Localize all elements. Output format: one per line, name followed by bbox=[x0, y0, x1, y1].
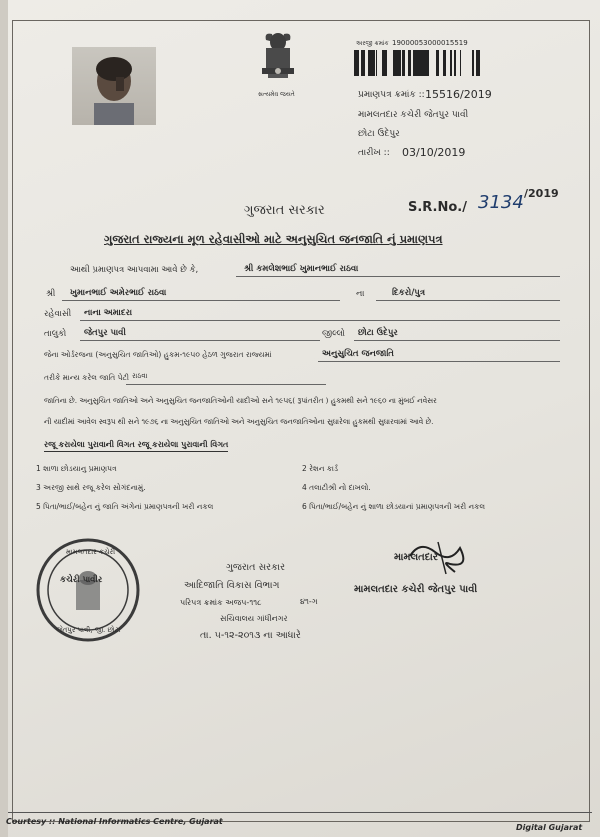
proof-item: 4 તલાટીશ્રી નો દાખલો. bbox=[302, 483, 371, 492]
relation-label: ના bbox=[356, 289, 365, 299]
seal-bottom-text: જેતપુર પાવી, જી. છોટા bbox=[56, 626, 121, 634]
signature-handwriting: મામલતદાર bbox=[394, 552, 438, 563]
barcode-bar bbox=[398, 50, 401, 76]
proof-item: 6 પિતા/ભાઈ/બહેન નું શાળા છોડયાનાં પ્રમાણપત્રની ખરી નકલ bbox=[302, 502, 486, 511]
footer-circular: પરિપત્ર ક્રમાંક અજપ-૧૧૮ bbox=[180, 598, 262, 607]
district-label: જીલ્લો bbox=[322, 329, 346, 339]
footer-circular-suffix: ૪૧-ગ bbox=[300, 597, 318, 606]
barcode-bar bbox=[422, 50, 425, 76]
date-value: 03/10/2019 bbox=[402, 146, 466, 159]
barcode-bar bbox=[364, 50, 365, 76]
proof-item: 2 રેશન કાર્ડ bbox=[302, 464, 339, 473]
cert-no-label: પ્રમાણપત્ર ક્રમાંક :: bbox=[358, 90, 425, 100]
barcode-bar bbox=[384, 50, 385, 76]
barcode bbox=[354, 50, 486, 76]
barcode-bar bbox=[370, 50, 373, 76]
digital-gujarat-text: Digital Gujarat bbox=[516, 823, 583, 832]
barcode-bar bbox=[402, 50, 405, 76]
govt-title: ગુજરાત સરકાર bbox=[244, 203, 325, 218]
order-value: અનુસુચિત જનજાતિ bbox=[322, 349, 394, 359]
office-name: મામલતદાર કચેરી જેતપુર પાવી bbox=[358, 110, 469, 120]
issued-to-value: શ્રી કમલેશભાઈ ખુમાનભાઈ રાઠવા bbox=[244, 264, 359, 274]
barcode-bar bbox=[382, 50, 384, 76]
proof-item: 3 અરજી સાથે રજૂ કરેલ સોગંદનામું. bbox=[36, 483, 146, 492]
sr-no-handwritten: 3134 bbox=[478, 192, 524, 213]
certificate-subtitle: ગુજરાત રાજ્યના મૂળ રહેવાસીઓ માટે અનુસુચિત જનજાતિ નું પ્રમાણપત્ર bbox=[104, 232, 443, 246]
footer-divider bbox=[8, 812, 592, 813]
barcode-bar bbox=[427, 50, 429, 76]
footer-department: આદિજાતિ વિકાસ વિભાગ bbox=[184, 580, 280, 591]
relation-value: દિકરો/પુત્ર bbox=[392, 288, 426, 298]
order-text: જેના ઓર્ડરજના (અનુસુચિત જાતિઓ) હુકમ-૧૯૫૦ હેઠળ ગુજરાત રાજ્યમાં bbox=[44, 350, 272, 359]
date-label: તારીખ :: bbox=[358, 148, 390, 158]
field-line bbox=[126, 384, 326, 385]
footer-govt: ગુજરાત સરકાર bbox=[226, 562, 286, 573]
sr-no-label: S.R.No./ bbox=[408, 200, 467, 215]
issued-to-label: આથી પ્રમાણપત્ર આપવામા આવે છે કે, bbox=[70, 265, 199, 275]
seal-center-text: કચેરી પાવીર bbox=[60, 575, 103, 585]
barcode-bar bbox=[395, 50, 398, 76]
signatory-title: મામલતદાર કચેરી જેતપુર પાવી bbox=[354, 584, 478, 595]
seal-top-text: મામલતદાર કચેરી bbox=[66, 548, 116, 556]
barcode-label: અરજી ક્રમાંક bbox=[356, 40, 389, 47]
page-edge bbox=[0, 0, 8, 837]
field-line bbox=[354, 340, 560, 341]
barcode-bar bbox=[455, 50, 456, 76]
caste-value: રાઠવા bbox=[132, 372, 148, 380]
body-line-1: જાતિના છે. અનુસુચિત જાતિઓ અને અનુસુચિત જનજાતિઓની યાદીઓ સને ૧૯૫૬( રૂપાંતરીત ) હુકમથી સને ૧૯૬૦ ના મુંબઈ નવેસર bbox=[44, 396, 437, 405]
barcode-bar bbox=[415, 50, 418, 76]
proof-item: 1 શાળા છોડયાનુ પ્રમાણપત્ર bbox=[36, 464, 117, 473]
courtesy-text: Courtesy :: National Informatics Centre, Gujarat bbox=[6, 817, 223, 826]
applicant-photo bbox=[72, 47, 156, 125]
emblem-caption: સત્યમેવ જયતે bbox=[258, 91, 295, 98]
footer-date-basis: તા. ૫-૧૨-૨૦૧૩ ના આધારે bbox=[200, 630, 301, 641]
district-name: છોટા ઉદેપુર bbox=[358, 129, 400, 139]
barcode-bar bbox=[373, 50, 375, 76]
proofs-heading: રજૂ કરાયેલા પુરાવાની વિગત રજૂ કરાયેલા પુરાવાની વિગત bbox=[44, 440, 228, 452]
footer-secretariat: સચિવાલય ગાંધીનગર bbox=[220, 614, 288, 623]
barcode-bar bbox=[408, 50, 411, 76]
barcode-bar bbox=[436, 50, 439, 76]
taluka-label: તાલુકો bbox=[44, 329, 67, 339]
field-line bbox=[376, 300, 560, 301]
body-line-2: ની યાદીમાં આવેલ સ્વરૂપ થી સને ૧૯૭૬ ના અનુસુચિત જાતિઓ અને અનુસુચિત જનજાતિઓના સુધારેલા હુકમથી સુધારવામાં આવે છે. bbox=[44, 417, 434, 426]
barcode-bar bbox=[413, 50, 415, 76]
barcode-bar bbox=[354, 50, 356, 76]
barcode-bar bbox=[368, 50, 370, 76]
field-line bbox=[80, 340, 320, 341]
barcode-bar bbox=[476, 50, 477, 76]
cert-no-value: 15516/2019 bbox=[425, 88, 492, 101]
barcode-bar bbox=[376, 50, 377, 76]
barcode-bar bbox=[421, 50, 422, 76]
barcode-bar bbox=[418, 50, 421, 76]
village-value: નાના અમાદરા bbox=[84, 308, 133, 318]
village-label: રહેવાસી bbox=[44, 309, 72, 319]
district-value: છોટા ઉદેપુર bbox=[358, 328, 398, 338]
field-line bbox=[318, 361, 560, 362]
barcode-bar bbox=[361, 50, 364, 76]
sr-no-year: /2019 bbox=[524, 187, 559, 200]
field-line bbox=[62, 300, 340, 301]
barcode-bar bbox=[356, 50, 358, 76]
barcode-bar bbox=[472, 50, 474, 76]
barcode-bar bbox=[385, 50, 387, 76]
barcode-bar bbox=[450, 50, 452, 76]
barcode-bar bbox=[477, 50, 480, 76]
barcode-bar bbox=[443, 50, 446, 76]
national-emblem-icon bbox=[256, 30, 300, 90]
field-line bbox=[236, 276, 560, 277]
caste-label: તરીકે માન્ય કરેલ જાતિ પેટી bbox=[44, 373, 130, 382]
barcode-bar bbox=[425, 50, 427, 76]
barcode-bar bbox=[358, 50, 359, 76]
barcode-bar bbox=[454, 50, 455, 76]
field-line bbox=[80, 320, 560, 321]
barcode-number: 19000053000015519 bbox=[392, 39, 468, 47]
father-value: ખુમાનભાઈ અમેરભાઈ રાઠવા bbox=[70, 288, 167, 298]
barcode-bar bbox=[393, 50, 395, 76]
proof-item: 5 પિતા/ભાઈ/બહેન નું જાતિ અંગેનાં પ્રમાણપત્રની ખરી નકલ bbox=[36, 502, 214, 511]
taluka-value: જેતપુર પાવી bbox=[84, 328, 126, 338]
father-label: શ્રી bbox=[46, 289, 56, 299]
barcode-bar bbox=[460, 50, 461, 76]
